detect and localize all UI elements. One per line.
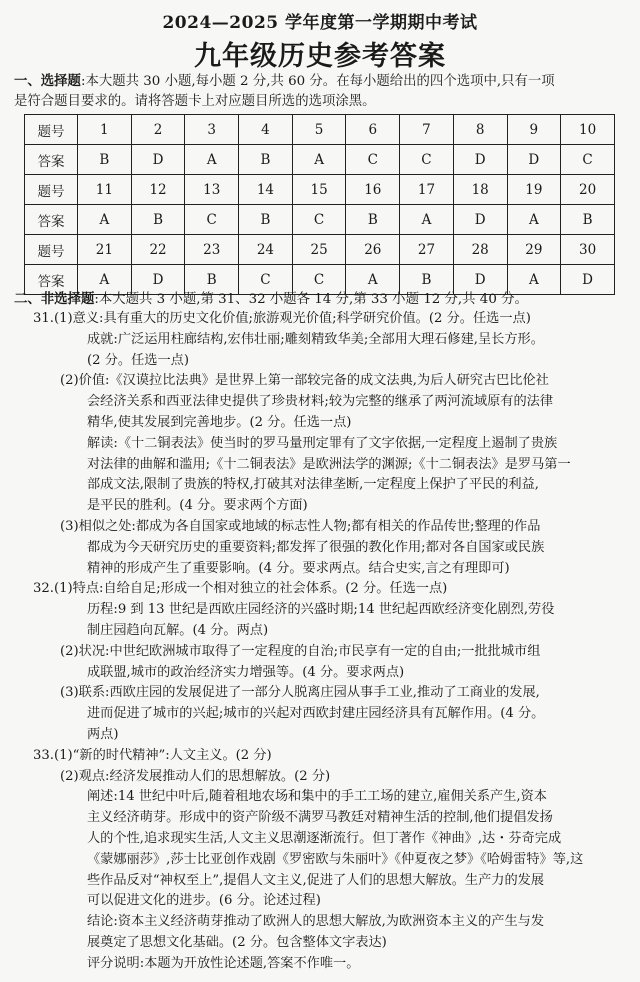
question-number-cell: 3 [185, 115, 239, 145]
answer-cell: A [507, 265, 561, 295]
answer-row [25, 205, 615, 235]
answer-cell: B [239, 145, 293, 175]
answer-cell: D [453, 145, 507, 175]
answer-cell: B [185, 265, 239, 295]
answer-text-line: 结论:资本主义经济萌芽推动了欧洲人的思想大解放,为欧洲资本主义的产生与发 [87, 914, 545, 930]
answer-cell: D [507, 145, 561, 175]
answer-cell: B [346, 205, 400, 235]
row-label-answer: 答案 [25, 145, 78, 175]
answer-cell: C [400, 145, 454, 175]
question-number-cell: 1 [78, 115, 132, 145]
answer-text-line: 32.(1)特点:自给自足;形成一个相对独立的社会体系。(2 分。任选一点) [33, 581, 448, 597]
answer-text-line: 部成文法,限制了贵族的特权,打破其对法律垄断,一定程度上保护了平民的利益, [87, 477, 539, 493]
answer-body [0, 309, 640, 975]
answer-text-line: (3)相似之处:都成为各自国家或地域的标志性人物;都有相关的作品传世;整理的作品 [60, 518, 541, 534]
question-number-cell: 20 [561, 175, 615, 205]
question-number-cell: 30 [561, 235, 615, 265]
question-number-cell: 2 [131, 115, 185, 145]
question-number-cell: 21 [78, 235, 132, 265]
answer-cell: C [185, 205, 239, 235]
row-label-question: 题号 [25, 175, 78, 205]
question-number-cell: 15 [292, 175, 346, 205]
answer-text-line: (2)状况:中世纪欧洲城市取得了一定程度的自治;市民享有一定的自由;一批批城市组 [60, 643, 541, 659]
row-label-answer: 答案 [25, 265, 78, 295]
answer-text-line: 成联盟,城市的政治经济实力增强等。(4 分。要求两点) [87, 664, 405, 680]
question-number-cell: 25 [292, 235, 346, 265]
question-number-cell: 19 [507, 175, 561, 205]
answer-cell: D [561, 265, 615, 295]
answer-text-line: 些作品反对“神权至上”,提倡人文主义,促进了人们的思想大解放。生产力的发展 [87, 872, 545, 888]
question-number-cell: 7 [400, 115, 454, 145]
question-number-cell: 22 [131, 235, 185, 265]
question-number-cell: 10 [561, 115, 615, 145]
question-number-cell: 18 [453, 175, 507, 205]
question-number-cell: 8 [453, 115, 507, 145]
answer-cell: A [292, 145, 346, 175]
answer-text-line: 《蒙娜丽莎》,莎士比亚创作戏剧《罗密欧与朱丽叶》《仲夏夜之梦》《哈姆雷特》等,这 [87, 851, 584, 867]
answer-cell: B [239, 205, 293, 235]
answer-text-line: 是平民的胜利。(4 分。要求两个方面) [87, 498, 308, 514]
answer-text-line: 会经济关系和西亚法律史提供了珍贵材料;较为完整的继承了两河流域原有的法律 [87, 394, 554, 410]
answer-text-line: 阐述:14 世纪中叶后,随着租地农场和集中的手工工场的建立,雇佣关系产生,资本 [87, 789, 547, 805]
answer-cell: A [185, 145, 239, 175]
exam-title: 2024—2025 学年度第一学期期中考试 [162, 13, 478, 33]
question-number-row [25, 115, 615, 145]
row-label-question: 题号 [25, 115, 78, 145]
answer-cell: B [131, 205, 185, 235]
question-number-cell: 29 [507, 235, 561, 265]
answer-cell: D [453, 265, 507, 295]
question-number-row [25, 235, 615, 265]
question-number-cell: 13 [185, 175, 239, 205]
answer-text-line: 精华,使其发展到完善地步。(2 分。任选一点) [87, 414, 352, 430]
row-label-question: 题号 [25, 235, 78, 265]
section2-instructions [14, 290, 634, 310]
answer-text-line: 展奠定了思想文化基础。(2 分。包含整体文字表达) [87, 934, 387, 950]
answer-text-line: 对法律的曲解和滥用;《十二铜表法》是欧洲法学的渊源;《十二铜表法》是罗马第一 [87, 456, 571, 472]
question-number-cell: 24 [239, 235, 293, 265]
answer-cell: C [561, 145, 615, 175]
section1-intro-line2: 是符合题目要求的。请将答题卡上对应题目所选的选项涂黑。 [14, 93, 376, 109]
question-number-cell: 11 [78, 175, 132, 205]
question-number-cell: 23 [185, 235, 239, 265]
answer-text-line: (2 分。任选一点) [87, 352, 189, 368]
question-number-cell: 17 [400, 175, 454, 205]
answer-text-line: 两点) [87, 726, 119, 742]
answer-text-line: 解读:《十二铜表法》使当时的罗马量刑定罪有了文字依据,一定程度上遏制了贵族 [87, 435, 558, 451]
answer-text-line: 成就:广泛运用柱廊结构,宏伟壮丽;雕刻精致华美;全部用大理石修建,呈长方形。 [87, 331, 544, 347]
answer-cell: C [292, 205, 346, 235]
answer-cell: A [78, 205, 132, 235]
answer-text-line: 33.(1)“新的时代精神”:人文主义。(2 分) [33, 747, 272, 763]
answer-text-line: 制庄园趋向瓦解。(4 分。两点) [87, 622, 269, 638]
question-number-cell: 16 [346, 175, 400, 205]
answer-cell: A [78, 265, 132, 295]
document-title: 九年级历史参考答案 [194, 41, 446, 72]
answer-text-line: 主义经济萌芽。形成中的资产阶级不满罗马教廷对精神生活的控制,他们提倡发扬 [87, 810, 553, 826]
question-number-row [25, 175, 615, 205]
answer-table [24, 114, 615, 295]
section2-label: 二、非选择题 [14, 292, 95, 307]
answer-cell: A [346, 265, 400, 295]
question-number-cell: 6 [346, 115, 400, 145]
answer-cell: A [400, 205, 454, 235]
answer-text-line: 都成为今天研究历史的重要资料;都发挥了很强的教化作用;都对各自国家或民族 [87, 539, 545, 555]
answer-text-line: 可以促进文化的进步。(6 分。论述过程) [87, 893, 321, 909]
question-number-cell: 4 [239, 115, 293, 145]
question-number-cell: 28 [453, 235, 507, 265]
question-number-cell: 27 [400, 235, 454, 265]
answer-cell: C [346, 145, 400, 175]
answer-text-line: 精神的形成产生了重要影响。(4 分。要求两点。结合史实,言之有理即可) [87, 560, 510, 576]
section2-intro: :本大题共 3 小题,第 31、32 小题各 14 分,第 33 小题 12 分,共 40 分。 [94, 292, 528, 307]
answer-cell: A [507, 205, 561, 235]
answer-cell: B [78, 145, 132, 175]
answer-text-line: 进而促进了城市的兴起;城市的兴起对西欧封建庄园经济具有瓦解作用。(4 分。 [87, 706, 545, 722]
question-number-cell: 26 [346, 235, 400, 265]
section1-label: 一、选择题 [14, 74, 81, 89]
question-number-cell: 5 [292, 115, 346, 145]
answer-text-line: (3)联系:西欧庄园的发展促进了一部分人脱离庄园从事手工业,推动了工商业的发展, [60, 685, 540, 701]
answer-cell: D [131, 145, 185, 175]
answer-cell: C [292, 265, 346, 295]
answer-cell: B [400, 265, 454, 295]
answer-text-line: 人的个性,追求现实生活,人文主义思潮逐渐流行。但丁著作《神曲》,达・芬奇完成 [87, 830, 562, 846]
section1-intro-line1: :本大题共 30 小题,每小题 2 分,共 60 分。在每小题给出的四个选项中,只有一项 [80, 74, 555, 89]
answer-cell: D [453, 205, 507, 235]
answer-text-line: 31.(1)意义:具有重大的历史文化价值;旅游观光价值;科学研究价值。(2 分。任选一点) [33, 311, 531, 326]
answer-text-line: 历程:9 到 13 世纪是西欧庄园经济的兴盛时期;14 世纪起西欧经济变化剧烈,劳役 [87, 602, 555, 618]
question-number-cell: 12 [131, 175, 185, 205]
answer-row [25, 145, 615, 175]
answer-text-line: (2)价值:《汉谟拉比法典》是世界上第一部较完备的成文法典,为后人研究古巴比伦社 [60, 373, 549, 389]
answer-cell: B [561, 205, 615, 235]
question-number-cell: 14 [239, 175, 293, 205]
answer-text-line: 评分说明:本题为开放性论述题,答案不作唯一。 [87, 955, 360, 971]
answer-cell: C [239, 265, 293, 295]
question-number-cell: 9 [507, 115, 561, 145]
answer-cell: D [131, 265, 185, 295]
answer-text-line: (2)观点:经济发展推动人们的思想解放。(2 分) [60, 768, 331, 784]
section1-instructions [14, 72, 630, 111]
row-label-answer: 答案 [25, 205, 78, 235]
